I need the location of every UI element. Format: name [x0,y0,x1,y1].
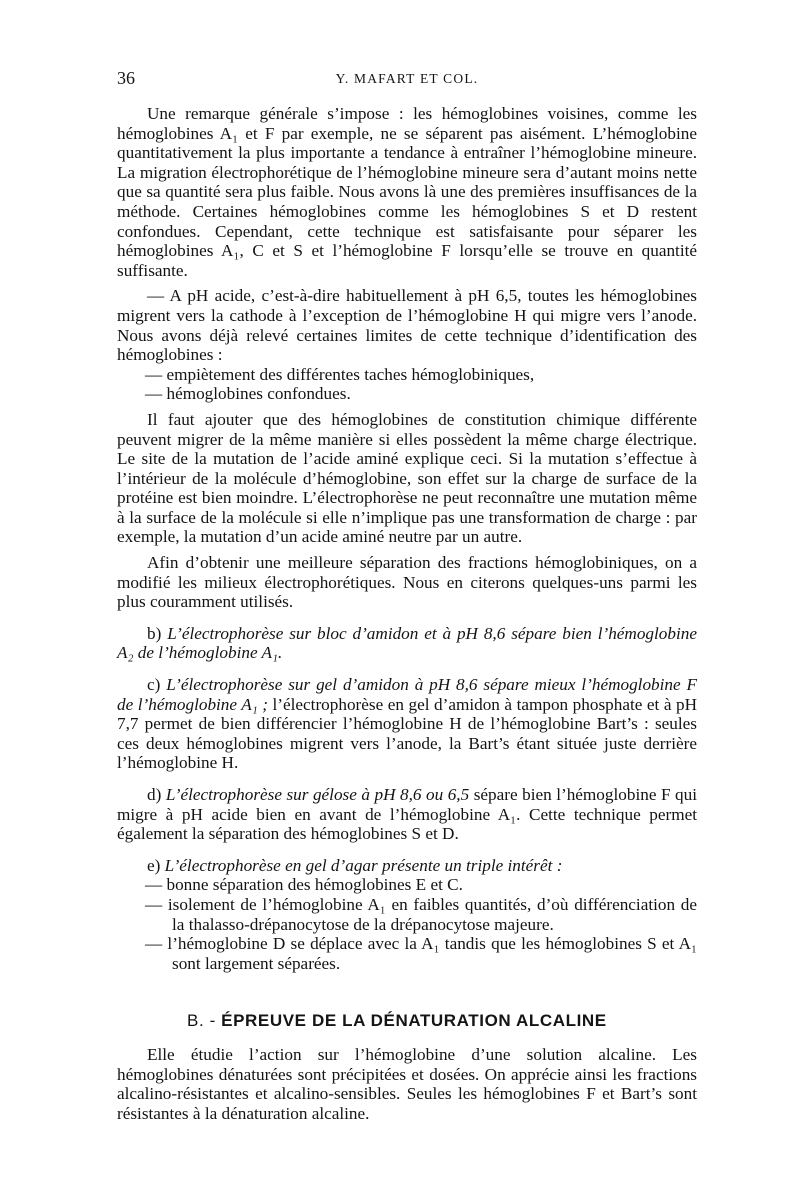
item-italic: L’électrophorèse sur gélose à pH 8,6 ou 6,5 [165,785,470,804]
item-text: sépare bien l’hémoglobine F qui migre à pH acide bien en avant de l’hémoglobine A₁. Cette technique permet également la séparation des hémoglobines S et D. [117,785,697,844]
list-item: — empiètement des différentes taches hémoglobiniques, [145,364,535,384]
paragraph: Elle étudie l’action sur l’hémoglobine d’une solution alcaline. Les hémoglobines dénaturées sont précipitées et dosées. On apprécie ainsi les fractions alcalino-résistantes et alcalino-sensibles. Seules les hémoglobines F et Bart’s sont résistantes à la dénaturation alcaline. [117,1044,697,1123]
item-label: d) [147,785,166,804]
list-item: — l’hémoglobine D se déplace avec la A₁ tandis que les hémoglobines S et A₁ sont largement séparées. [145,934,697,973]
item-italic: L’électrophorèse sur bloc d’amidon et à pH 8,6 sépare bien l’hémoglobine A₂ de l’hémoglobine A₁. [117,623,697,663]
paragraph: Une remarque générale s’impose : les hémoglobines voisines, comme les hémoglobines A₁ et F par exemple, ne se séparent pas aisément. L’hémoglobine quantitativement la plus importante a tendance à entraîner l’hémoglobine mineure. La migration électrophorétique de l’hémoglobine mineure sera d’autant moins nette que sa quantité sera plus faible. Nous avons là une des premières insuffisances de la méthode. Certaines hémoglobines comme les hémoglobines S et D restent confondues. Cependant, cette technique est satisfaisante pour séparer les hémoglobines A₁, C et S et l’hémoglobine F lorsqu’elle se trouve en quantité suffisante. [117,104,697,280]
paragraph: — A pH acide, c’est-à-dire habituellement à pH 6,5, toutes les hémoglobines migrent vers la cathode à l’exception de l’hémoglobine H qui migre vers l’anode. Nous avons déjà relevé certaines limites de cette technique d’identification des hémoglobines : [117,286,697,365]
item-d [117,785,697,844]
list-item: — hémoglobines confondues. [145,384,351,404]
item-c [117,675,697,773]
page-number: 36 [117,68,135,88]
section-heading [117,1011,697,1031]
item-label: c) [147,675,167,695]
body-text [117,104,697,1123]
paragraph: Afin d’obtenir une meilleure séparation des fractions hémoglobiniques, on a modifié les milieux électrophorétiques. Nous en citerons quelques-uns parmi les plus couramment utilisés. [117,553,697,612]
item-e [117,856,697,876]
item-label: b) [147,623,168,643]
item-italic: L’électrophorèse en gel d’agar présente un triple intérêt : [164,855,563,875]
section-number: B. - [187,1011,222,1031]
page-header [117,68,697,98]
item-label: e) [147,855,165,875]
list-item: — isolement de l’hémoglobine A₁ en faibles quantités, d’où différenciation de la thalasso-drépanocytose de la drépanocytose majeure. [145,894,697,934]
section-title: ÉPREUVE DE LA DÉNATURATION ALCALINE [221,1011,607,1031]
item-b [117,624,697,663]
paragraph: Il faut ajouter que des hémoglobines de constitution chimique différente peuvent migrer de la même manière si elles possèdent la même charge électrique. Le site de la mutation de l’acide aminé explique ceci. Si la mutation s’effectue à l’intérieur de la molécule d’hémoglobine, son effet sur la charge de surface de la protéine est bien moindre. L’électrophorèse ne peut reconnaître une mutation même à la surface de la molécule si elle n’implique pas une transformation de charge : par exemple, la mutation d’un acide aminé neutre par un autre. [117,409,697,547]
list-item: — bonne séparation des hémoglobines E et C. [145,875,463,895]
running-head: Y. MAFART ET COL. [335,71,479,86]
item-italic: L’électrophorèse sur gel d’amidon à pH 8,6 sépare mieux l’hémoglobine F de l’hémoglobine A₁ ; [117,675,698,714]
item-text: l’électrophorèse en gel d’amidon à tampon phosphate et à pH 7,7 permet de bien différencier l’hémoglobine H de l’hémoglobine Bart’s : seules ces deux hémoglobines migrent vers l’anode, la Bart’s étant située juste derrière l’hémoglobine H. [117,694,697,773]
